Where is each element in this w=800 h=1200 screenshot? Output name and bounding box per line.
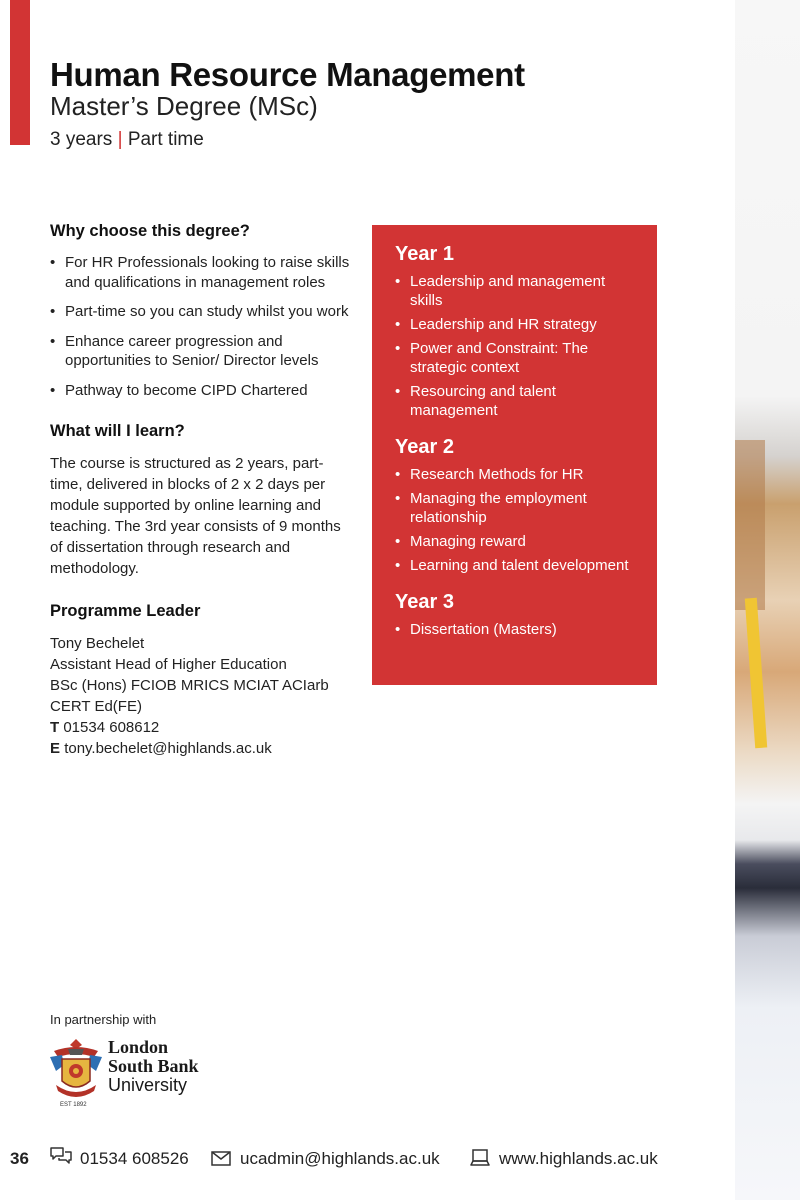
lsbu-line-3: University — [108, 1075, 188, 1095]
leader-phone-row — [50, 717, 350, 738]
lsbu-line-2: South Bank — [108, 1056, 199, 1076]
module-item: • Research Methods for HR — [395, 465, 635, 484]
laptop-icon — [470, 1149, 490, 1167]
module-item: • Managing the employment relationship — [395, 489, 635, 527]
module-item: • Learning and talent development — [395, 556, 635, 575]
module-item: • Managing reward — [395, 532, 635, 551]
module-item: • Dissertation (Masters) — [395, 620, 635, 639]
learn-section — [50, 422, 350, 579]
lsbu-crest-logo — [48, 1035, 104, 1107]
leader-quals: BSc (Hons) FCIOB MRICS MCIAT ACIarb — [50, 677, 329, 694]
student-photo — [735, 0, 800, 1200]
page-number: 36 — [10, 1149, 29, 1168]
envelope-icon — [211, 1151, 231, 1166]
why-item: • Enhance career progression and opportunities to Senior/ Director levels — [50, 332, 350, 371]
photo-hair — [735, 440, 765, 610]
year-block — [395, 436, 635, 575]
module-list — [395, 620, 635, 639]
why-item: • For HR Professionals looking to raise skills and qualifications in management roles — [50, 253, 350, 292]
module-item: • Resourcing and talent management — [395, 382, 635, 420]
module-list — [395, 272, 635, 420]
modules-panel — [372, 225, 657, 685]
leader-section — [50, 602, 350, 759]
partner-label: In partnership with — [50, 1012, 157, 1027]
learn-heading: What will I learn? — [50, 422, 185, 440]
page-subtitle: Master’s Degree (MSc) — [50, 91, 318, 121]
page-title: Human Resource Management — [50, 56, 525, 93]
leader-email[interactable]: tony.bechelet@highlands.ac.uk — [64, 740, 272, 757]
why-section — [50, 222, 350, 400]
year-title: Year 2 — [395, 436, 454, 458]
lsbu-line-1: London — [108, 1037, 169, 1057]
module-list — [395, 465, 635, 575]
year-block — [395, 243, 635, 420]
footer — [0, 1145, 735, 1175]
leader-quals-2: CERT Ed(FE) — [50, 698, 142, 715]
leader-role: Assistant Head of Higher Education — [50, 656, 287, 673]
year-block — [395, 591, 635, 639]
module-item: • Leadership and management skills — [395, 272, 635, 310]
study-mode: Part time — [127, 129, 204, 150]
left-column — [50, 222, 350, 759]
leader-details — [50, 633, 350, 759]
footer-phone[interactable]: 01534 608526 — [80, 1149, 189, 1168]
why-item: • Part-time so you can study whilst you work — [50, 302, 350, 322]
leader-email-row — [50, 738, 350, 759]
year-title: Year 3 — [395, 591, 454, 613]
email-label: E — [50, 740, 61, 757]
lsbu-est: EST 1892 — [60, 1102, 87, 1108]
learn-text: The course is structured as 2 years, part-time, delivered in blocks of 2 x 2 days per module supported by online learning and teaching. The 3rd year consists of 9 months of dissertation through research and methodology. — [50, 455, 341, 577]
why-list — [50, 253, 350, 400]
accent-bar — [10, 0, 30, 145]
leader-heading: Programme Leader — [50, 602, 201, 620]
year-title: Year 1 — [395, 243, 454, 265]
meta-separator: | — [117, 129, 123, 150]
footer-email[interactable]: ucadmin@highlands.ac.uk — [240, 1149, 440, 1168]
module-item: • Leadership and HR strategy — [395, 315, 635, 334]
course-meta — [50, 129, 204, 151]
leader-phone[interactable]: 01534 608612 — [63, 719, 160, 736]
phone-label: T — [50, 719, 60, 736]
lsbu-wordmark — [108, 1038, 199, 1095]
chat-bubbles-icon — [49, 1146, 73, 1168]
module-item: • Power and Constraint: The strategic context — [395, 339, 635, 377]
footer-website[interactable]: www.highlands.ac.uk — [499, 1149, 658, 1168]
duration: 3 years — [50, 129, 113, 150]
why-item: • Pathway to become CIPD Chartered — [50, 381, 350, 401]
photo-pencil — [745, 598, 767, 748]
leader-name: Tony Bechelet — [50, 635, 145, 652]
why-heading: Why choose this degree? — [50, 222, 250, 240]
